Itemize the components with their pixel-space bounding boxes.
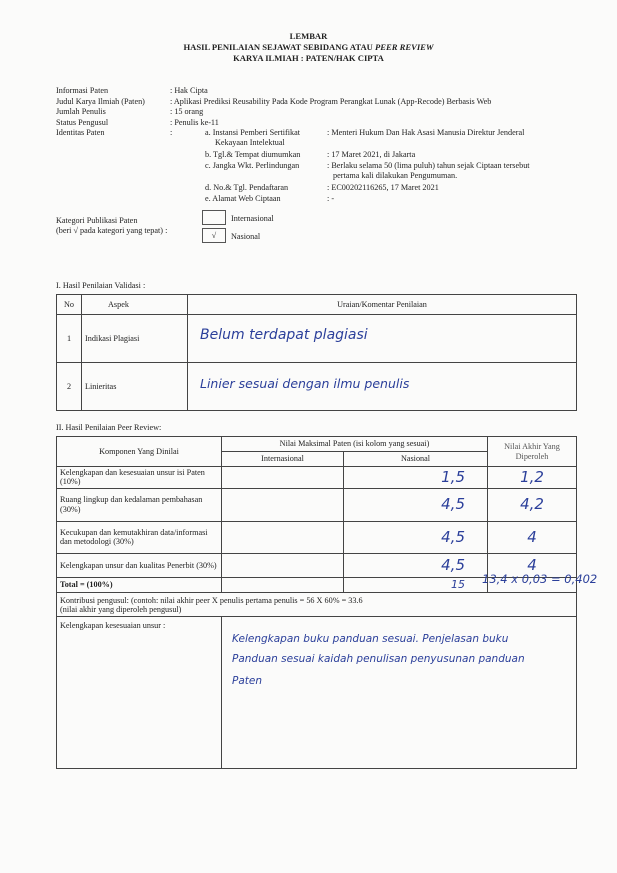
pr-total-internasional	[222, 577, 344, 593]
pr-kontribusi	[57, 593, 577, 617]
col-komponen: Komponen Yang Dinilai	[57, 437, 222, 467]
pr-akhir	[488, 521, 577, 553]
title-line3: KARYA ILMIAH : PATEN/HAK CIPTA	[233, 53, 384, 63]
pr-total-nasional-value: 15	[451, 577, 465, 591]
info-label: Informasi Paten	[56, 86, 109, 95]
pr-total-nasional	[344, 577, 488, 593]
info-label: Judul Karya Ilmiah (Paten)	[56, 97, 145, 106]
identitas-a-value: : Menteri Hukum Dan Hak Asasi Manusia Direktur Jenderal	[327, 128, 525, 137]
row-komentar	[188, 363, 577, 411]
komentar-linieritas: Linier sesuai dengan ilmu penulis	[200, 376, 410, 391]
kategori-label: Kategori Publikasi Paten	[56, 216, 138, 225]
peer-review-table	[56, 436, 598, 769]
pr-internasional	[222, 553, 344, 577]
pr-nasional	[344, 553, 488, 577]
section2-title: II. Hasil Penilaian Peer Review:	[56, 423, 162, 432]
identitas-b-label: b. Tgl.& Tempat diumumkan	[205, 150, 301, 159]
col-internasional: Internasional	[222, 452, 344, 467]
komentar-plagiasi: Belum terdapat plagiasi	[200, 327, 368, 343]
title-lembar: LEMBAR	[289, 31, 328, 41]
kelengkapan-komentar	[222, 617, 577, 769]
col-no: No	[57, 295, 82, 315]
kelengkapan-line: Kelengkapan buku panduan sesuai. Penjelasan buku	[232, 633, 509, 646]
info-label: Jumlah Penulis	[56, 107, 106, 116]
row-aspek: Linieritas	[82, 363, 188, 411]
validasi-table	[56, 294, 577, 411]
col-nilai-akhir: Nilai Akhir Yang Diperoleh	[488, 437, 577, 467]
kelengkapan-line: Panduan sesuai kaidah penulisan penyusunan panduan	[232, 653, 525, 666]
checkbox-nasional[interactable]: √	[202, 228, 226, 243]
info-value: : Penulis ke-11	[170, 118, 219, 127]
col-aspek: Aspek	[82, 295, 188, 315]
identitas-b-value: : 17 Maret 2021, di Jakarta	[327, 150, 416, 159]
validasi-row	[57, 315, 577, 363]
title-line2-em: PEER REVIEW	[375, 42, 434, 52]
title-line2	[0, 43, 617, 53]
pr-kelengkapan-row	[57, 617, 577, 769]
pr-nasional-value: 1,5	[441, 467, 465, 486]
section1-title: I. Hasil Penilaian Validasi :	[56, 281, 146, 290]
kategori-hint: (beri √ pada kategori yang tepat) :	[56, 226, 168, 235]
pr-komponen: Kelengkapan unsur dan kualitas Penerbit (30%)	[57, 553, 222, 577]
col-uraian: Uraian/Komentar Penilaian	[188, 295, 577, 315]
pr-akhir-value: 4	[527, 555, 537, 574]
info-value: : 15 orang	[170, 107, 204, 116]
validasi-header-row	[57, 295, 577, 315]
info-label: Status Pengusul	[56, 118, 109, 127]
pr-row	[57, 521, 577, 553]
pr-nasional-value: 4,5	[441, 495, 465, 514]
pr-row	[57, 488, 577, 521]
pr-nasional	[344, 467, 488, 489]
pr-akhir	[488, 467, 577, 489]
col-nasional: Nasional	[344, 452, 488, 467]
identitas-a-label: a. Instansi Pemberi Sertifikat	[205, 128, 301, 137]
checkbox-internasional[interactable]	[202, 210, 226, 225]
info-value: : Hak Cipta	[170, 86, 208, 95]
kelengkapan-label: Kelengkapan kesesuaian unsur :	[57, 617, 222, 769]
pr-komponen: Kelengkapan dan kesesuaian unsur isi Paten (10%)	[57, 467, 222, 489]
title-line2-text: HASIL PENILAIAN SEJAWAT SEBIDANG ATAU	[183, 42, 376, 52]
pr-nasional-value: 4,5	[441, 527, 465, 546]
info-value: : Aplikasi Prediksi Reusability Pada Kode Program Perangkat Lunak (App-Recode) Berbasis Web	[170, 97, 492, 106]
info-value: :	[170, 128, 173, 137]
pr-header-row1	[57, 437, 577, 452]
pr-internasional	[222, 521, 344, 553]
identitas-a-label2: Kekayaan Intelektual	[215, 138, 285, 147]
opt-nasional-label: Nasional	[231, 232, 261, 241]
identitas-d-label: d. No.& Tgl. Pendaftaran	[205, 183, 289, 192]
kontribusi-text: Kontribusi pengusul: (contoh: nilai akhir peer X penulis pertama penulis = 56 X 60% = 33.6	[60, 595, 363, 605]
pr-total-label: Total = (100%)	[57, 577, 222, 593]
pr-total-akhir-value: 13,4 x 0,03 = 0,402	[482, 571, 598, 586]
info-label: Identitas Paten	[56, 128, 105, 137]
row-komentar	[188, 315, 577, 363]
row-aspek: Indikasi Plagiasi	[82, 315, 188, 363]
pr-row	[57, 467, 577, 489]
pr-nasional	[344, 521, 488, 553]
identitas-d-value: : EC00202116265, 17 Maret 2021	[327, 183, 439, 192]
row-no: 2	[57, 363, 82, 411]
pr-total-akhir	[482, 571, 598, 593]
pr-komponen: Kecukupan dan kemutakhiran data/informasi dan metodologi (30%)	[57, 521, 222, 553]
pr-internasional	[222, 488, 344, 521]
pr-total-row	[57, 577, 577, 593]
identitas-e-label: e. Alamat Web Ciptaan	[205, 194, 281, 203]
pr-nasional	[344, 488, 488, 521]
kontribusi-text2: (nilai akhir yang diperoleh pengusul)	[60, 604, 182, 614]
pr-akhir	[488, 488, 577, 521]
validasi-row	[57, 363, 577, 411]
pr-internasional	[222, 467, 344, 489]
pr-akhir-value: 4	[527, 527, 537, 546]
col-nilai-max: Nilai Maksimal Paten (isi kolom yang sesuai)	[222, 437, 488, 452]
pr-komponen: Ruang lingkup dan kedalaman pembahasan (30%)	[57, 488, 222, 521]
identitas-c-value2: pertama kali dilakukan Pengumuman.	[333, 171, 458, 180]
pr-akhir-value: 4,2	[520, 495, 544, 514]
identitas-e-value: : -	[327, 194, 335, 203]
pr-kontribusi-row	[57, 593, 577, 617]
kelengkapan-line: Paten	[232, 675, 262, 688]
row-no: 1	[57, 315, 82, 363]
pr-akhir-value: 1,2	[520, 467, 544, 486]
identitas-c-value: : Berlaku selama 50 (lima puluh) tahun sejak Ciptaan tersebut	[327, 161, 530, 170]
identitas-c-label: c. Jangka Wkt. Perlindungan	[205, 161, 300, 170]
opt-internasional-label: Internasional	[231, 214, 274, 223]
pr-nasional-value: 4,5	[441, 555, 465, 574]
